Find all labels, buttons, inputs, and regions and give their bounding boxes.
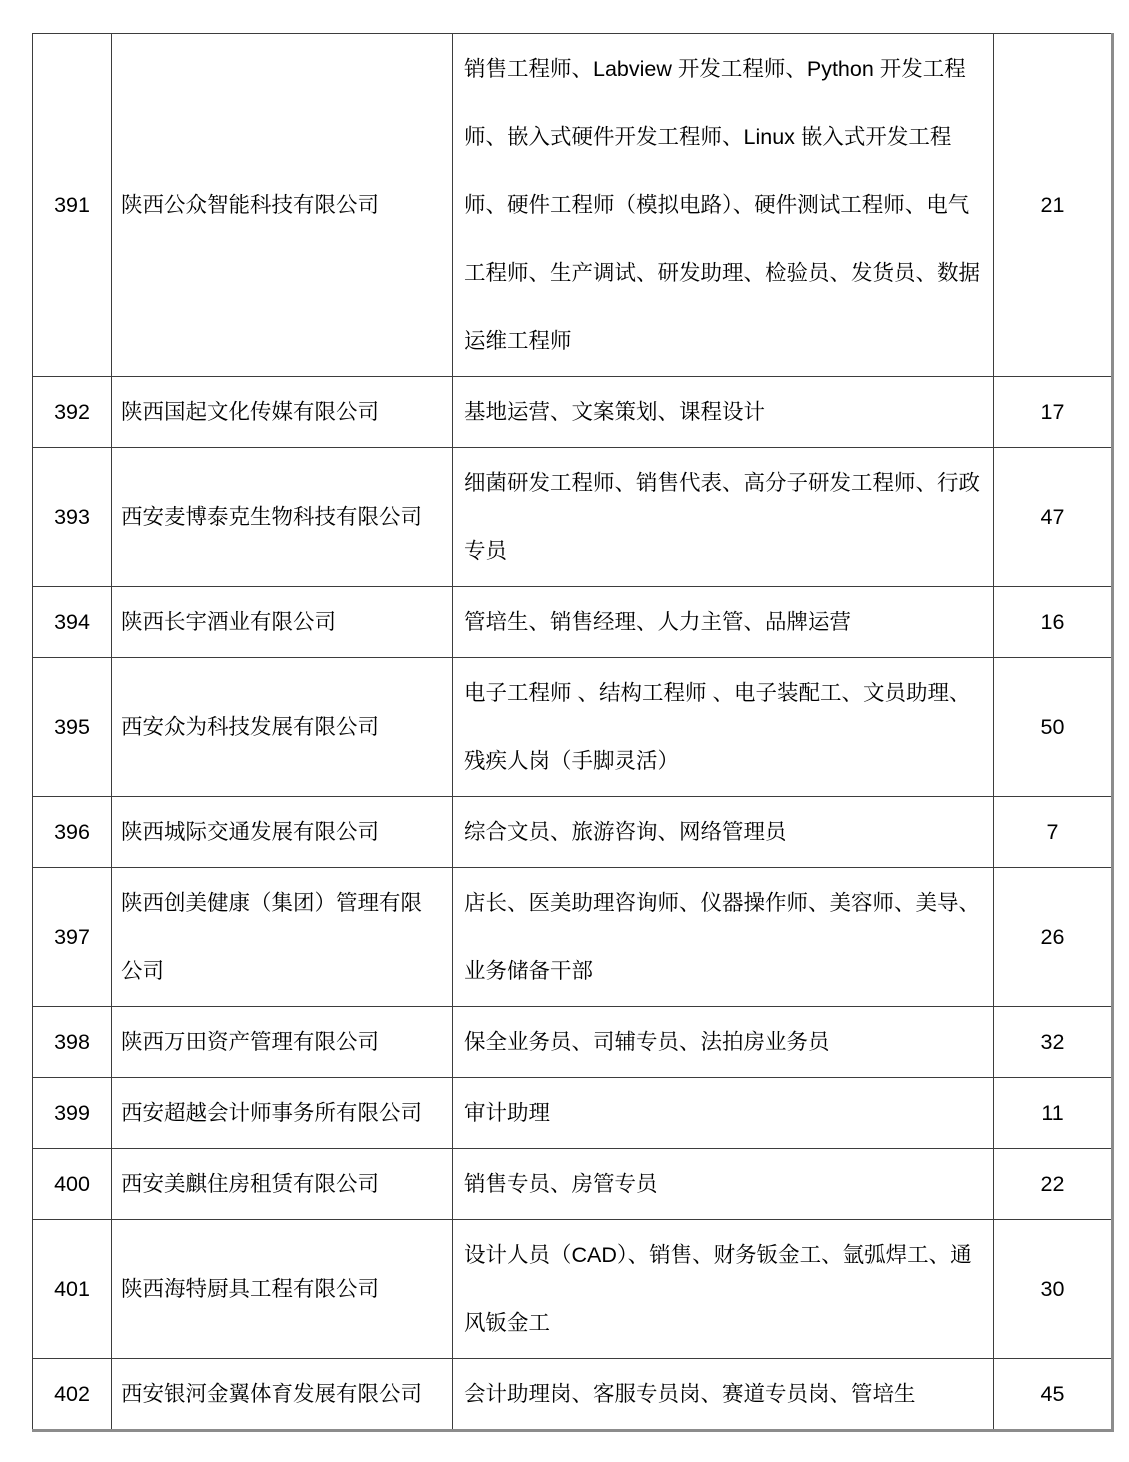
table-row — [33, 868, 1113, 1007]
row-number-cell: 397 — [33, 868, 112, 1007]
headcount-cell: 50 — [994, 658, 1113, 797]
table-row — [33, 797, 1113, 868]
company-name-cell: 陕西创美健康（集团）管理有限公司 — [112, 868, 453, 1007]
positions-cell: 会计助理岗、客服专员岗、赛道专员岗、管培生 — [453, 1359, 994, 1431]
row-number-cell: 400 — [33, 1149, 112, 1220]
company-name-cell: 陕西国起文化传媒有限公司 — [112, 377, 453, 448]
row-number-cell: 393 — [33, 448, 112, 587]
positions-cell: 电子工程师 、结构工程师 、电子装配工、文员助理、残疾人岗（手脚灵活） — [453, 658, 994, 797]
company-name-cell: 陕西公众智能科技有限公司 — [112, 34, 453, 377]
company-name-cell: 陕西万田资产管理有限公司 — [112, 1007, 453, 1078]
headcount-cell: 16 — [994, 587, 1113, 658]
table-row — [33, 34, 1113, 377]
table-body — [33, 34, 1113, 1431]
table-row — [33, 377, 1113, 448]
headcount-cell: 30 — [994, 1220, 1113, 1359]
table-row — [33, 448, 1113, 587]
positions-cell: 销售工程师、Labview 开发工程师、Python 开发工程师、嵌入式硬件开发工程师、Linux 嵌入式开发工程师、硬件工程师（模拟电路）、硬件测试工程师、电气工程师、生产调试、研发助理、检验员、发货员、数据运维工程师 — [453, 34, 994, 377]
company-name-cell: 西安麦博泰克生物科技有限公司 — [112, 448, 453, 587]
positions-cell: 基地运营、文案策划、课程设计 — [453, 377, 994, 448]
row-number-cell: 392 — [33, 377, 112, 448]
table-row — [33, 1149, 1113, 1220]
positions-cell: 保全业务员、司辅专员、法拍房业务员 — [453, 1007, 994, 1078]
company-name-cell: 西安银河金翼体育发展有限公司 — [112, 1359, 453, 1431]
row-number-cell: 394 — [33, 587, 112, 658]
positions-cell: 店长、医美助理咨询师、仪器操作师、美容师、美导、业务储备干部 — [453, 868, 994, 1007]
recruitment-table — [32, 33, 1114, 1432]
table-row — [33, 1078, 1113, 1149]
row-number-cell: 391 — [33, 34, 112, 377]
company-name-cell: 西安美麒住房租赁有限公司 — [112, 1149, 453, 1220]
positions-cell: 细菌研发工程师、销售代表、高分子研发工程师、行政专员 — [453, 448, 994, 587]
positions-cell: 设计人员（CAD）、销售、财务钣金工、氩弧焊工、通风钣金工 — [453, 1220, 994, 1359]
positions-cell: 审计助理 — [453, 1078, 994, 1149]
table-row — [33, 1359, 1113, 1431]
company-name-cell: 西安超越会计师事务所有限公司 — [112, 1078, 453, 1149]
headcount-cell: 47 — [994, 448, 1113, 587]
company-name-cell: 西安众为科技发展有限公司 — [112, 658, 453, 797]
company-name-cell: 陕西城际交通发展有限公司 — [112, 797, 453, 868]
headcount-cell: 7 — [994, 797, 1113, 868]
positions-cell: 管培生、销售经理、人力主管、品牌运营 — [453, 587, 994, 658]
table-row — [33, 658, 1113, 797]
headcount-cell: 45 — [994, 1359, 1113, 1431]
table-row — [33, 587, 1113, 658]
company-name-cell: 陕西长宇酒业有限公司 — [112, 587, 453, 658]
headcount-cell: 32 — [994, 1007, 1113, 1078]
headcount-cell: 21 — [994, 34, 1113, 377]
headcount-cell: 22 — [994, 1149, 1113, 1220]
row-number-cell: 401 — [33, 1220, 112, 1359]
headcount-cell: 11 — [994, 1078, 1113, 1149]
table-row — [33, 1220, 1113, 1359]
positions-cell: 综合文员、旅游咨询、网络管理员 — [453, 797, 994, 868]
row-number-cell: 395 — [33, 658, 112, 797]
headcount-cell: 17 — [994, 377, 1113, 448]
table-row — [33, 1007, 1113, 1078]
row-number-cell: 399 — [33, 1078, 112, 1149]
company-name-cell: 陕西海特厨具工程有限公司 — [112, 1220, 453, 1359]
row-number-cell: 396 — [33, 797, 112, 868]
row-number-cell: 402 — [33, 1359, 112, 1431]
positions-cell: 销售专员、房管专员 — [453, 1149, 994, 1220]
headcount-cell: 26 — [994, 868, 1113, 1007]
row-number-cell: 398 — [33, 1007, 112, 1078]
